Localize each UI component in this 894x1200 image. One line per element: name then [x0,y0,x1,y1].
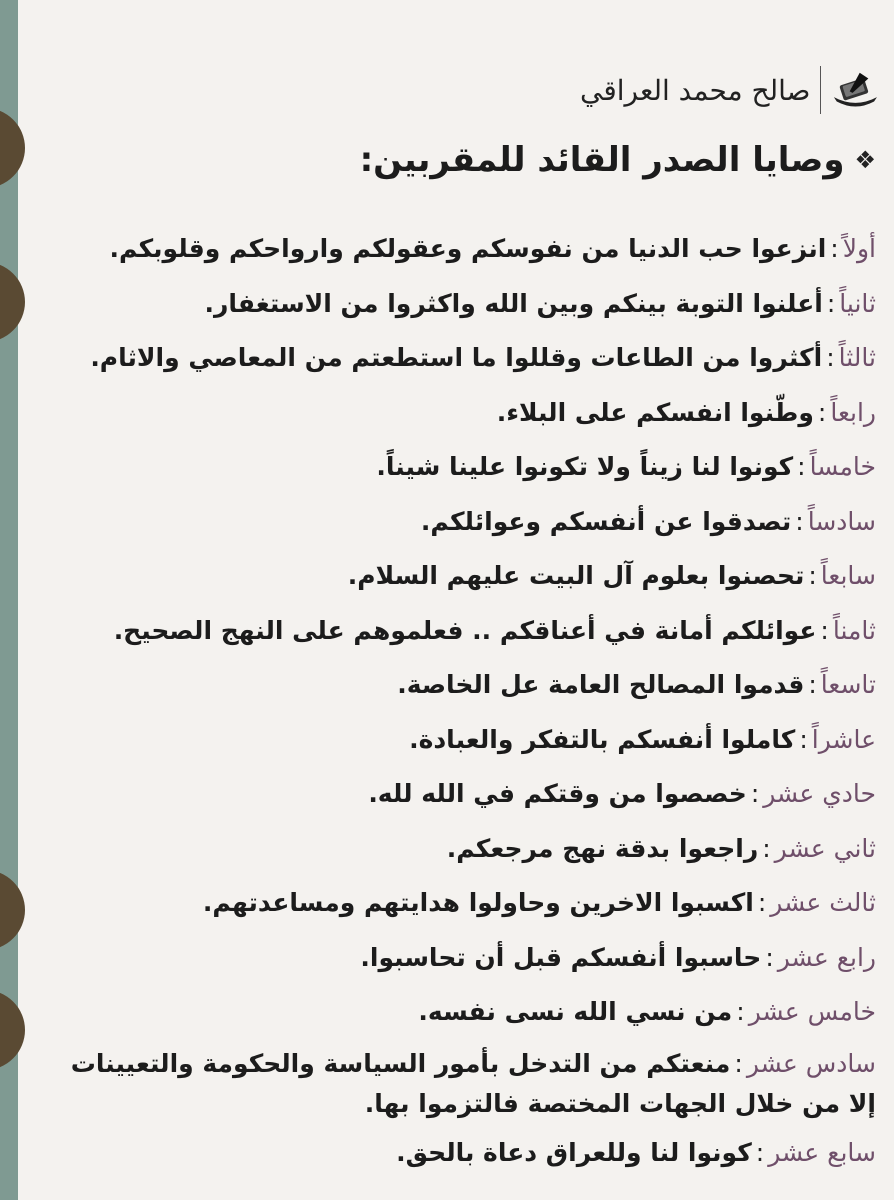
item-text: كونوا لنا زيناً ولا تكونوا علينا شيناً. [376,452,794,481]
item-ordinal: تاسعاً [820,670,876,699]
diamond-bullet-icon: ❖ [854,146,876,174]
item-ordinal: حادي عشر [763,779,876,808]
item-text: وطّنوا انفسكم على البلاء. [496,397,814,427]
list-item: أولاً:انزعوا حب الدنيا من نفوسكم وعقولكم وارواحكم وقلوبكم. [109,234,876,263]
item-ordinal: سادس عشر [746,1048,876,1078]
list-item: سابع عشر:كونوا لنا وللعراق دعاة بالحق. [396,1137,876,1167]
brand-name: صالح محمد العراقي [580,73,811,107]
item-text: كاملوا أنفسكم بالتفكر والعبادة. [409,724,796,754]
item-ordinal: خامس عشر [748,997,876,1026]
brand-header [580,55,880,125]
list-item: سابعاً:تحصنوا بعلوم آل البيت عليهم السلام. [347,561,876,590]
list-item: حادي عشر:خصصوا من وقتكم في الله لله. [368,779,876,808]
advice-list [36,222,876,1180]
list-item: رابع عشر:حاسبوا أنفسكم قبل أن تحاسبوا. [360,942,876,972]
item-ordinal: سابعاً [820,561,876,590]
item-ordinal: ثالثاً [838,343,876,372]
decorative-circle [0,870,25,950]
list-item: خامس عشر:من نسي الله نسى نفسه. [418,997,876,1026]
decorative-circle [0,990,25,1070]
item-text: خصصوا من وقتكم في الله لله. [368,779,747,808]
item-text: كونوا لنا وللعراق دعاة بالحق. [396,1137,752,1167]
item-ordinal: رابعاً [830,397,876,427]
list-item: سادس عشر:منعتكم من التدخل بأمور السياسة والحكومة والتعيينات إلا من خلال الجهات المختصة فالتزموا بها. [70,1048,876,1118]
item-text: انزعوا حب الدنيا من نفوسكم وعقولكم وارواحكم وقلوبكم. [109,234,827,263]
item-text: منعتكم من التدخل بأمور السياسة والحكومة والتعيينات إلا من خلال الجهات المختصة فالتزموا بها. [70,1048,876,1118]
header-divider [820,66,821,114]
item-ordinal: ثاني عشر [774,833,876,863]
decorative-circle [0,108,25,188]
item-ordinal: ثامناً [832,615,876,645]
item-ordinal: عاشراً [811,724,876,754]
item-text: عوائلكم أمانة في أعناقكم .. فعلموهم على النهج الصحيح. [113,615,817,645]
item-text: أعلنوا التوبة بينكم وبين الله واكثروا من الاستغفار. [204,288,823,318]
page-title-text: وصايا الصدر القائد للمقربين: [359,140,845,180]
item-ordinal: خامساً [809,452,876,481]
item-ordinal: رابع عشر [777,942,876,972]
item-ordinal: سابع عشر [768,1137,876,1167]
list-item: ثالث عشر:اكسبوا الاخرين وحاولوا هدايتهم ومساعدتهم. [202,888,876,917]
list-item: تاسعاً:قدموا المصالح العامة عل الخاصة. [397,670,876,699]
document-page [30,0,880,1200]
item-text: أكثروا من الطاعات وقللوا ما استطعتم من المعاصي والاثام. [90,343,823,372]
item-text: تحصنوا بعلوم آل البيت عليهم السلام. [347,561,805,590]
item-ordinal: ثانياً [839,288,876,318]
item-text: من نسي الله نسى نفسه. [418,997,733,1026]
page-title [360,140,876,180]
item-text: حاسبوا أنفسكم قبل أن تحاسبوا. [360,942,762,972]
item-ordinal: ثالث عشر [770,888,876,917]
book-quill-icon [831,60,880,120]
item-text: اكسبوا الاخرين وحاولوا هدايتهم ومساعدتهم. [202,888,754,917]
item-ordinal: أولاً [842,234,876,263]
list-item: عاشراً:كاملوا أنفسكم بالتفكر والعبادة. [409,724,876,754]
item-ordinal: سادساً [807,506,876,536]
list-item: ثانياً:أعلنوا التوبة بينكم وبين الله واكثروا من الاستغفار. [204,288,876,318]
item-text: تصدقوا عن أنفسكم وعوائلكم. [420,506,792,536]
list-item: ثامناً:عوائلكم أمانة في أعناقكم .. فعلموهم على النهج الصحيح. [113,615,876,645]
list-item: سادساً:تصدقوا عن أنفسكم وعوائلكم. [420,506,876,536]
list-item: ثالثاً:أكثروا من الطاعات وقللوا ما استطعتم من المعاصي والاثام. [90,343,876,372]
item-text: قدموا المصالح العامة عل الخاصة. [397,670,805,699]
list-item: رابعاً:وطّنوا انفسكم على البلاء. [496,397,876,427]
item-text: راجعوا بدقة نهج مرجعكم. [446,833,759,863]
list-item: ثاني عشر:راجعوا بدقة نهج مرجعكم. [446,833,876,863]
decorative-circle [0,262,25,342]
list-item: خامساً:كونوا لنا زيناً ولا تكونوا علينا شيناً. [376,452,876,481]
